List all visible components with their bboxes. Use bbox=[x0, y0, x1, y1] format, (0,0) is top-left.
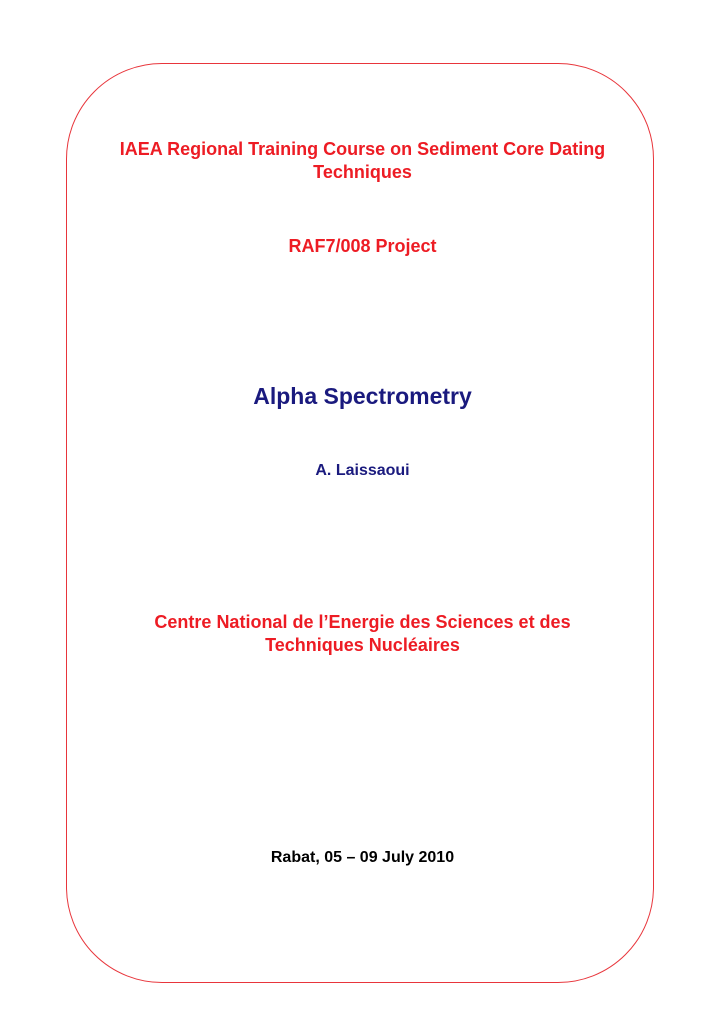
course-title-line-1: IAEA Regional Training Course on Sediment Core Dating bbox=[119, 139, 606, 159]
project-code: RAF7/008 Project bbox=[288, 236, 437, 256]
institution-line-1: Centre National de l’Energie des Sciences et des bbox=[154, 612, 571, 632]
course-title bbox=[0, 138, 725, 184]
document-title: Alpha Spectrometry bbox=[253, 383, 472, 409]
place-and-date: Rabat, 05 – 09 July 2010 bbox=[270, 849, 455, 866]
course-title-line-2: Techniques bbox=[313, 162, 412, 182]
author-name: A. Laissaoui bbox=[315, 462, 410, 479]
institution-name bbox=[0, 611, 725, 657]
institution-line-2: Techniques Nucléaires bbox=[265, 635, 460, 655]
rounded-border-frame bbox=[66, 63, 654, 983]
